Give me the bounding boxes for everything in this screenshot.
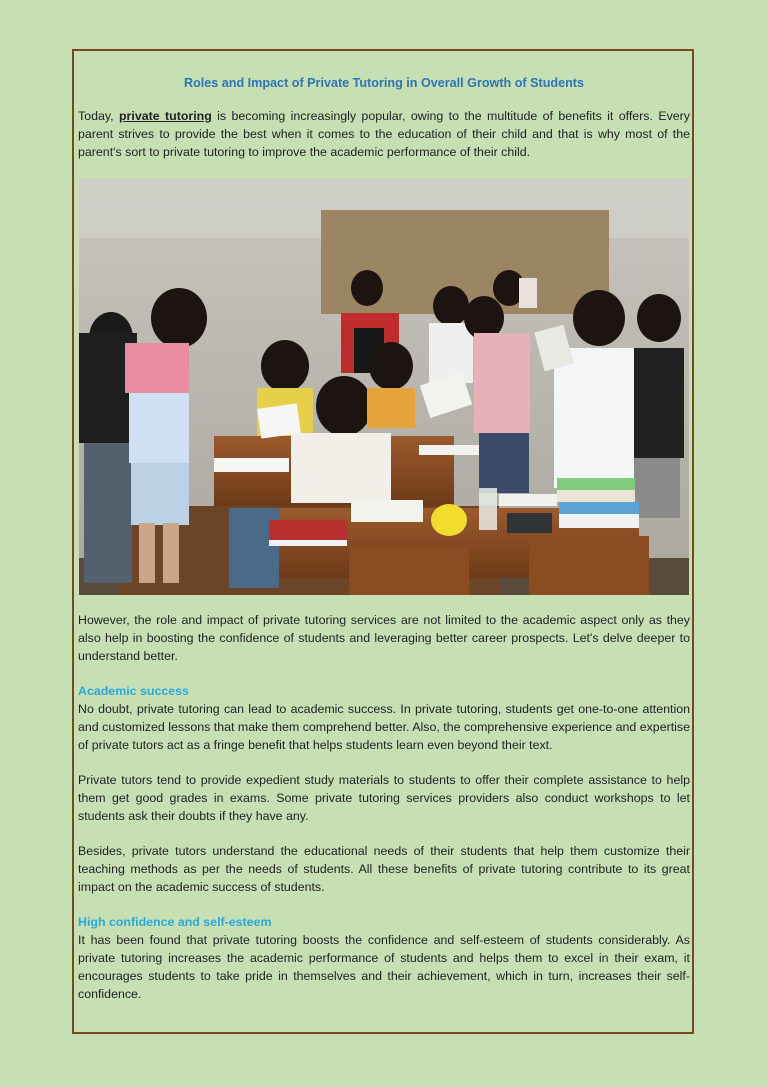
intro-suffix: is becoming increasingly popular, owing to the multitude of benefits it offers. Every parent strives to provide the best when it comes to the education of their child and that is why most of the parent's sort to private tutoring to improve the academic performance of their child.: [78, 109, 690, 159]
section-heading-academic-success: Academic success: [78, 684, 189, 698]
section-heading-high-confidence: High confidence and self-esteem: [78, 915, 272, 929]
classroom-photo: [79, 178, 689, 595]
private-tutoring-link[interactable]: private tutoring: [118, 109, 212, 123]
section-paragraph: It has been found that private tutoring boosts the confidence and self-esteem of students considerably. As private tutoring increases the academic performance of students and helps them to excel in their exam, it encourages students to take pride in themselves and their achievement, which in turn, increases their self-confidence.: [78, 933, 690, 1001]
intro-paragraph: [78, 107, 690, 161]
document-body: [78, 74, 690, 1020]
section-paragraph: No doubt, private tutoring can lead to academic success. In private tutoring, students get one-to-one attention and customized lessons that make them comprehend better. Also, the comprehensive experience and expertise of private tutors act as a fringe benefit that helps students learn even beyond their text.: [78, 702, 690, 752]
section-paragraph: Besides, private tutors understand the educational needs of their students that help them customize their teaching methods as per the needs of students. All these benefits of private tutoring contribute to its great impact on the academic success of students.: [78, 844, 690, 894]
section-paragraph: Private tutors tend to provide expedient study materials to students to offer their complete assistance to help them get good grades in exams. Some private tutoring services providers also conduct workshops to let students ask their doubts if they have any.: [78, 773, 690, 823]
after-image-paragraph: However, the role and impact of private tutoring services are not limited to the academic aspect only as they also help in boosting the confidence of students and leveraging better career prospects. Let's delve deeper to understand better.: [78, 613, 690, 663]
document-title: Roles and Impact of Private Tutoring in Overall Growth of Students: [183, 76, 584, 90]
intro-prefix: Today,: [78, 109, 119, 123]
